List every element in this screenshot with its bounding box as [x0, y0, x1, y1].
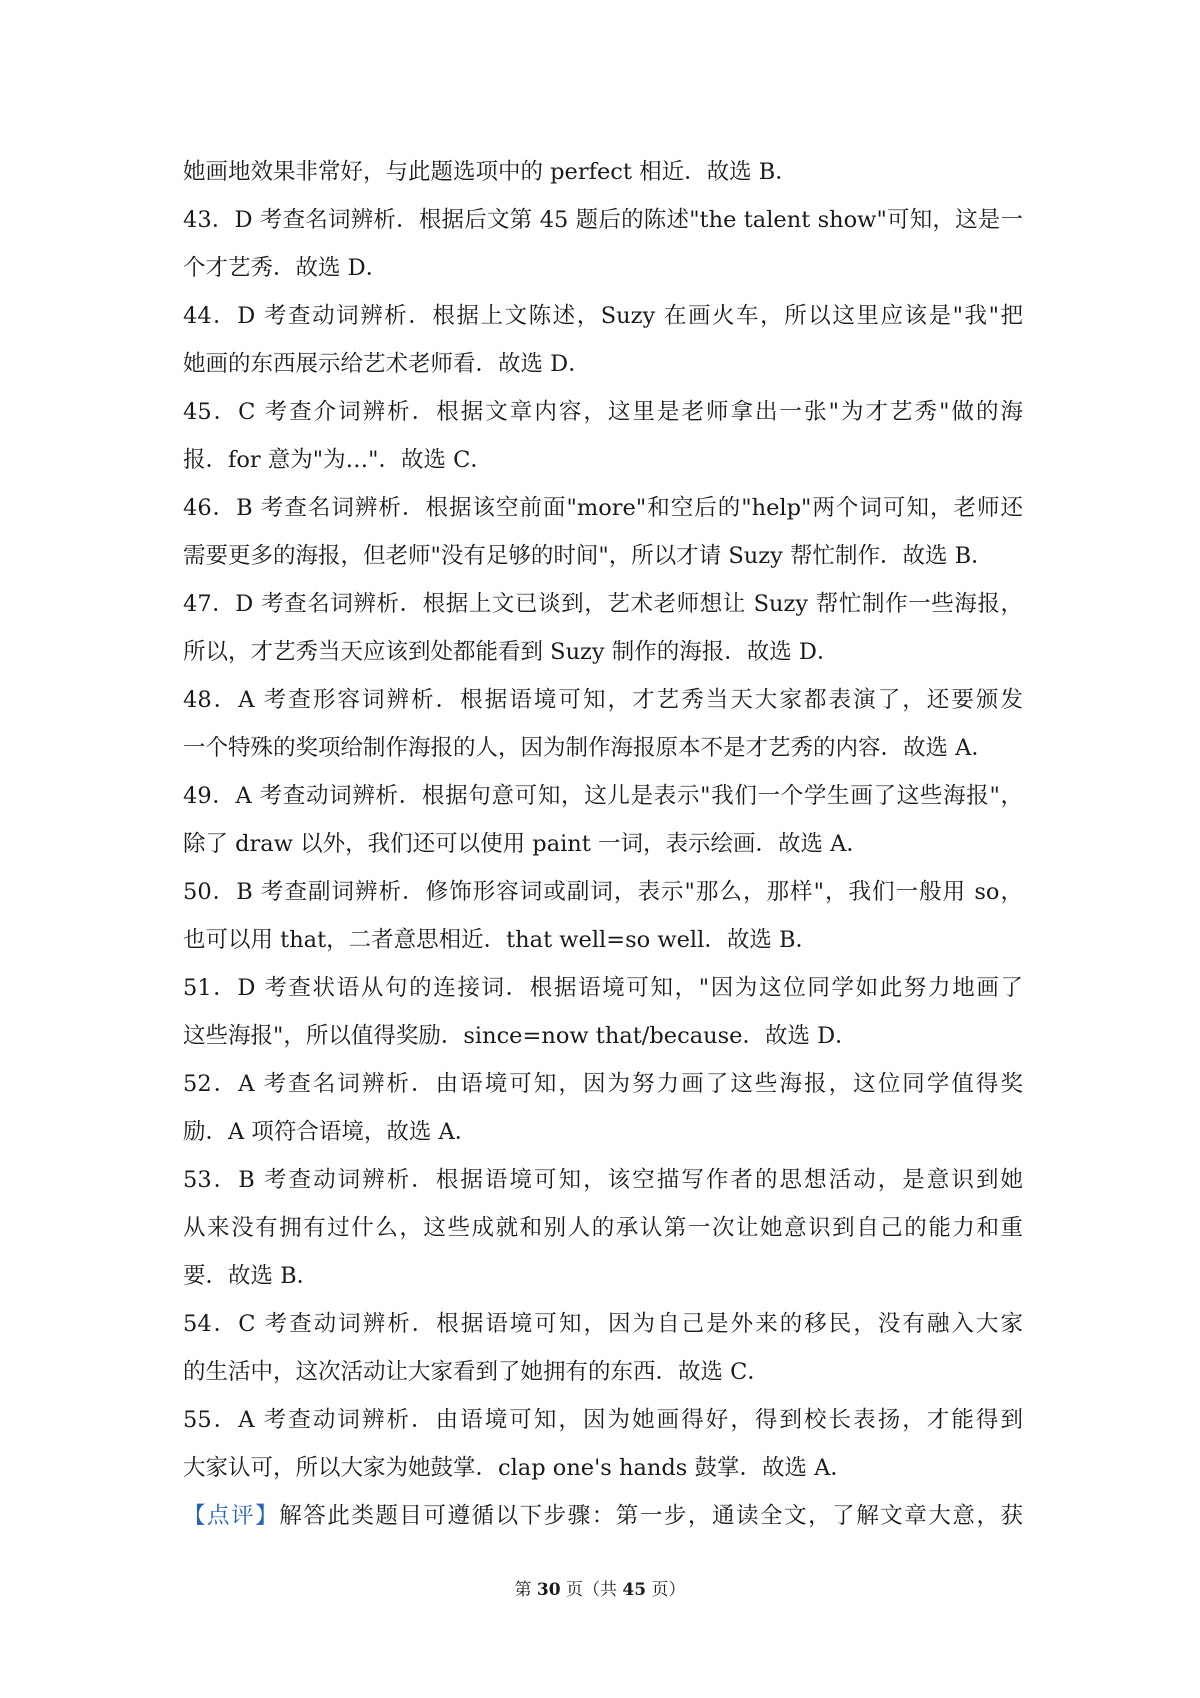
- text-line: 她画地效果非常好，与此题选项中的 perfect 相近．故选 B．: [183, 159, 798, 185]
- footer-middle: 页（共: [566, 1580, 617, 1600]
- text-line: 报．for 意为"为…"．故选 C．: [183, 447, 493, 473]
- total-page-count: 45: [622, 1580, 647, 1600]
- page-footer: [0, 1578, 1200, 1602]
- comment-line: [183, 1492, 1023, 1540]
- text-line: 52．A 考查名词辨析．由语境可知，因为努力画了这些海报，这位同学值得奖: [183, 1071, 1023, 1097]
- text-line: 55．A 考查动词辨析．由语境可知，因为她画得好，得到校长表扬，才能得到: [183, 1407, 1023, 1433]
- text-line: 所以，才艺秀当天应该到处都能看到 Suzy 制作的海报．故选 D．: [183, 639, 840, 665]
- text-line: 大家认可，所以大家为她鼓掌．clap one's hands 鼓掌．故选 A．: [183, 1455, 853, 1481]
- text-line: 51．D 考查状语从句的连接词．根据语境可知，"因为这位同学如此努力地画了: [183, 975, 1023, 1001]
- footer-prefix: 第: [514, 1580, 532, 1600]
- text-line: 54．C 考查动词辨析．根据语境可知，因为自己是外来的移民，没有融入大家: [183, 1311, 1023, 1337]
- footer-suffix: 页）: [651, 1580, 686, 1600]
- text-line: 的生活中，这次活动让大家看到了她拥有的东西．故选 C．: [183, 1359, 770, 1385]
- text-line: 50．B 考查副词辨析．修饰形容词或副词，表示"那么，那样"，我们一般用 so，: [183, 879, 1023, 905]
- text-line: 个才艺秀．故选 D．: [183, 255, 389, 281]
- text-line: 她画的东西展示给艺术老师看．故选 D．: [183, 351, 591, 377]
- text-line: 46．B 考查名词辨析．根据该空前面"more"和空后的"help"两个词可知，老师还: [183, 495, 1023, 521]
- text-line: 要．故选 B．: [183, 1263, 320, 1289]
- text-line: 44．D 考查动词辨析．根据上文陈述，Suzy 在画火车，所以这里应该是"我"把: [183, 303, 1023, 329]
- current-page-number: 30: [536, 1580, 561, 1600]
- text-line: 除了 draw 以外，我们还可以使用 paint 一词，表示绘画．故选 A．: [183, 831, 869, 857]
- text-line: 这些海报"，所以值得奖励．since=now that/because．故选 D．: [183, 1023, 858, 1049]
- comment-tag: 【点评】: [183, 1503, 280, 1529]
- text-line: 也可以用 that，二者意思相近．that well=so well．故选 B．: [183, 927, 818, 953]
- text-line: 48．A 考查形容词辨析．根据语境可知，才艺秀当天大家都表演了，还要颁发: [183, 687, 1023, 713]
- text-line: 53．B 考查动词辨析．根据语境可知，该空描写作者的思想活动，是意识到她: [183, 1167, 1023, 1193]
- text-line: 43．D 考查名词辨析．根据后文第 45 题后的陈述"the talent show"可知，这是一: [183, 207, 1023, 233]
- text-line: 一个特殊的奖项给制作海报的人，因为制作海报原本不是才艺秀的内容．故选 A．: [183, 735, 994, 761]
- text-line: 49．A 考查动词辨析．根据句意可知，这儿是表示"我们一个学生画了这些海报"，: [183, 783, 1023, 809]
- answer-explanations: [183, 148, 1023, 1540]
- text-line: 励．A 项符合语境，故选 A．: [183, 1119, 478, 1145]
- text-line: 45．C 考查介词辨析．根据文章内容，这里是老师拿出一张"为才艺秀"做的海: [183, 399, 1023, 425]
- text-line: 从来没有拥有过什么，这些成就和别人的承认第一次让她意识到自己的能力和重: [183, 1215, 1023, 1241]
- comment-text: 解答此类题目可遵循以下步骤：第一步，通读全文，了解文章大意，获: [279, 1503, 1023, 1529]
- text-line: 需要更多的海报，但老师"没有足够的时间"，所以才请 Suzy 帮忙制作．故选 B．: [183, 543, 994, 569]
- text-line: 47．D 考查名词辨析．根据上文已谈到，艺术老师想让 Suzy 帮忙制作一些海报，: [183, 591, 1023, 617]
